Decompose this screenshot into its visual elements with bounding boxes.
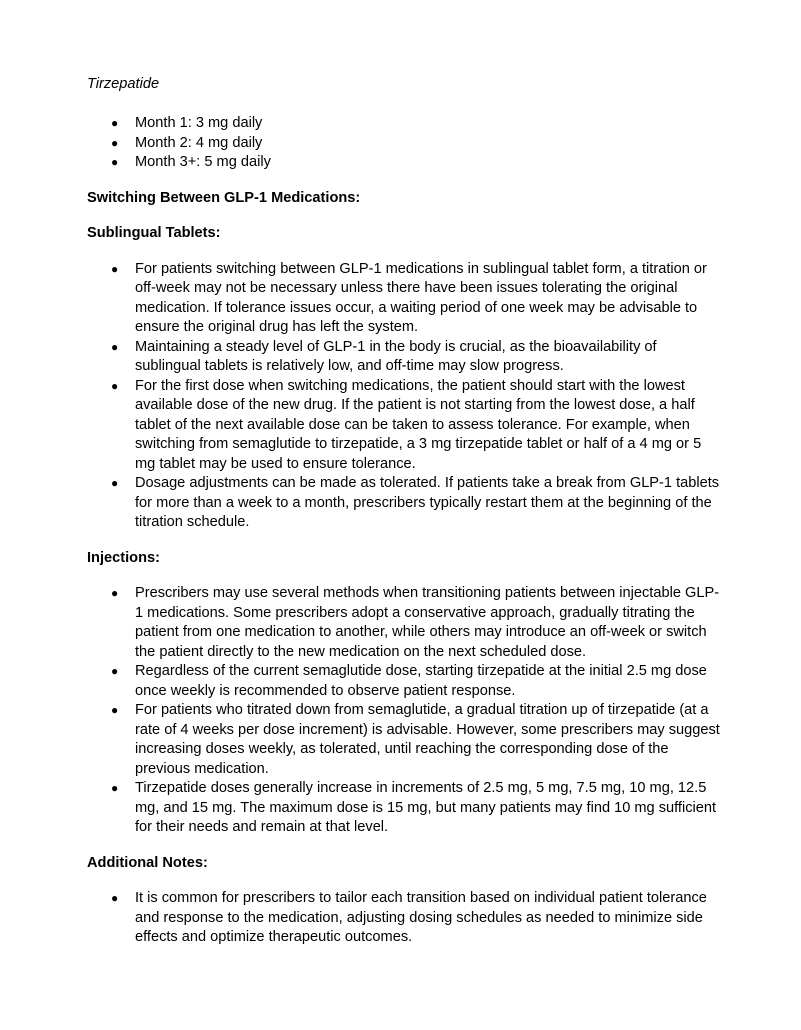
- list-item: ● Maintaining a steady level of GLP-1 in the body is crucial, as the bioavailability of sublingual tablets is relatively low, and off-time may slow progress.: [111, 338, 657, 374]
- dosing-schedule-list: [87, 114, 721, 173]
- bullet-icon: ●: [111, 781, 119, 795]
- bullet-icon: ●: [111, 135, 119, 150]
- list-item: ● For the first dose when switching medications, the patient should start with the lowest available dose of the new drug. If the patient is not starting from the lowest dose, a half tablet of the next available dose can be taken to assess tolerance. For example, when switching from semaglutide to tirzepatide, a 3 mg tirzepatide tablet or half of a 4 mg or 5 mg tablet may be used to ensure tolerance.: [111, 377, 702, 472]
- bullet-icon: ●: [111, 116, 119, 130]
- list-item: ● Tirzepatide doses generally increase in increments of 2.5 mg, 5 mg, 7.5 mg, 10 mg, 12.5 mg, and 15 mg. The maximum dose is 15 mg, but many patients may find 10 mg sufficient for their needs and remain at that level.: [111, 780, 717, 835]
- additional-notes-list: [87, 889, 721, 948]
- sublingual-list: [87, 260, 721, 533]
- injections-list: [87, 584, 721, 838]
- list-item: ● Dosage adjustments can be made as tolerated. If patients take a break from GLP-1 tablets for more than a week to a month, prescribers typically restart them at the beginning of the titration schedule.: [111, 475, 720, 530]
- injections-heading: Injections:: [87, 549, 160, 566]
- drug-title: Tirzepatide: [87, 76, 160, 92]
- bullet-icon: ●: [111, 261, 119, 276]
- list-item: ● Prescribers may use several methods when transitioning patients between injectable GLP-1 medications. Some prescribers adopt a conservative approach, gradually titrating the patient from one medication to another, while others may introduce an off-week or switch the patient directly to the new medication on the next scheduled dose.: [111, 585, 720, 660]
- additional-notes-heading: Additional Notes:: [87, 854, 208, 871]
- bullet-icon: ●: [111, 339, 119, 354]
- list-item: ● It is common for prescribers to tailor each transition based on individual patient tolerance and response to the medication, adjusting dosing schedules as needed to minimize side effects and optimize therapeutic outcomes.: [111, 890, 707, 945]
- list-item: ● Month 3+: 5 mg daily: [135, 153, 721, 173]
- bullet-icon: ●: [111, 378, 119, 393]
- list-item: ● Month 2: 4 mg daily: [135, 134, 721, 154]
- switching-heading: Switching Between GLP-1 Medications:: [87, 189, 361, 206]
- sublingual-heading: Sublingual Tablets:: [87, 225, 221, 241]
- bullet-icon: ●: [111, 476, 119, 490]
- bullet-icon: ●: [111, 586, 119, 600]
- bullet-icon: ●: [111, 664, 119, 678]
- list-item: ● For patients switching between GLP-1 medications in sublingual tablet form, a titration or off-week may not be necessary unless there have been issues tolerating the original medication. If tolerance issues occur, a waiting period of one week may be advisable to ensure the original drug has left the system.: [111, 260, 707, 335]
- bullet-icon: ●: [111, 155, 119, 169]
- list-item: ● For patients who titrated down from semaglutide, a gradual titration up of tirzepatide (at a rate of 4 weeks per dose increment) is advisable. However, some prescribers may suggest increasing doses weekly, as tolerated, until reaching the corresponding dose of the previous medication.: [111, 702, 720, 777]
- bullet-icon: ●: [111, 891, 119, 905]
- list-item: ● Month 1: 3 mg daily: [135, 114, 721, 134]
- list-item: ● Regardless of the current semaglutide dose, starting tirzepatide at the initial 2.5 mg dose once weekly is recommended to observe patient response.: [111, 663, 707, 699]
- bullet-icon: ●: [111, 703, 119, 717]
